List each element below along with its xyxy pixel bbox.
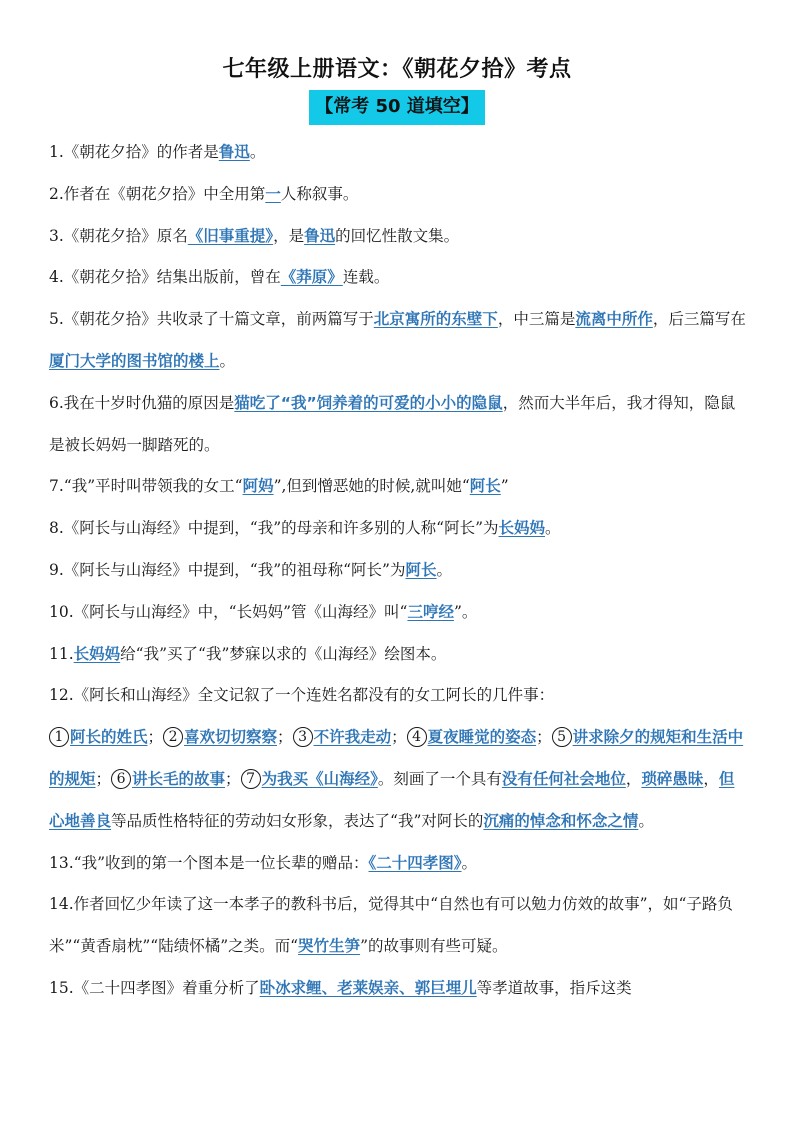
question-item (49, 884, 749, 968)
question-text: 。 (219, 351, 236, 370)
circled-number: 5 (552, 727, 572, 747)
question-text: ”的故事则有些可疑。 (360, 937, 508, 956)
answer-blank: 阿长 (469, 477, 501, 496)
answer-blank: 阿长 (405, 560, 437, 579)
answer-blank: 一 (265, 184, 281, 203)
answer-blank: 哭竹生笋 (298, 937, 361, 956)
question-text: 人称叙事。 (280, 184, 359, 203)
answer-blank: 三哼经 (407, 602, 454, 621)
question-text: 。 (249, 143, 266, 161)
question-text: 10.《阿长与山海经》中，“长妈妈”管《山海经》叫“ (49, 602, 408, 621)
question-item (49, 550, 749, 592)
question-item (49, 299, 749, 383)
question-text: 等孝道故事，指斥这类 (476, 978, 632, 997)
question-item (49, 592, 749, 634)
answer-blank: 琐碎愚昧 (641, 769, 704, 788)
question-text: 4.《朝花夕拾》结集出版前，曾在 (49, 268, 281, 287)
question-text: 9.《阿长与山海经》中提到，“我”的祖母称“阿长”为 (49, 560, 406, 579)
question-text: 7.“我”平时叫带领我的女工“ (49, 477, 243, 496)
question-text: ； (536, 728, 552, 747)
answer-blank: 卧冰求鲤、老莱娱亲、郭巨埋儿 (259, 978, 477, 997)
question-text: 12.《阿长和山海经》全文记叙了一个连姓名都没有的女工阿长的几件事： (49, 686, 555, 705)
question-text: ，然而大半年后，我才得知，隐鼠是被长妈妈一脚踏死的。 (49, 393, 736, 454)
question-text: ； (147, 728, 164, 747)
circled-number: 1 (49, 727, 69, 747)
question-item (49, 132, 749, 174)
question-text: ； (95, 769, 112, 788)
answer-blank: 鲁迅 (218, 143, 250, 161)
question-item (49, 634, 749, 676)
question-text: ； (225, 769, 241, 788)
answer-blank: 流离中所作 (575, 310, 653, 329)
question-text: 3.《朝花夕拾》原名 (49, 226, 188, 245)
question-item (49, 508, 749, 550)
question-text: 1.《朝花夕拾》的作者是 (49, 143, 219, 161)
answer-blank: 但心地善良 (49, 769, 735, 830)
question-item (49, 968, 749, 1010)
question-text: 等品质性格特征的劳动妇女形象，表达了“我”对阿长的 (111, 811, 484, 830)
question-text: ， (703, 769, 719, 788)
question-text: 11. (49, 644, 74, 663)
answer-blank: 不许我走动 (313, 728, 392, 747)
question-text: ” (500, 477, 509, 496)
question-text: 。 (461, 853, 478, 872)
question-text: 。 (436, 560, 453, 579)
question-text: ，中三篇是 (497, 310, 576, 329)
answer-blank: 《二十四孝图》 (368, 853, 462, 872)
question-item (49, 383, 749, 467)
question-text: ； (277, 728, 293, 747)
answer-blank: 阿妈 (242, 477, 274, 496)
answer-blank: 沉痛的悼念和怀念之情 (483, 811, 639, 830)
answer-blank: 北京寓所的东壁下 (373, 310, 498, 329)
question-item (49, 174, 749, 216)
circled-number: 7 (241, 769, 261, 789)
question-item (49, 843, 749, 885)
question-text: 5.《朝花夕拾》共收录了十篇文章，前两篇写于 (49, 310, 374, 329)
question-text: 连载。 (342, 268, 390, 287)
answer-blank: 讲求除夕的规矩和生活中的规矩 (49, 728, 744, 788)
circled-number: 4 (407, 727, 427, 747)
circled-number: 6 (111, 769, 131, 789)
question-text: 15.《二十四孝图》着重分析了 (49, 978, 260, 997)
answer-blank: 喜欢切切察察 (184, 728, 278, 747)
question-text: ”,但到憎恶她的时候,就叫她“ (273, 477, 470, 496)
answer-blank: 厦门大学的图书馆的楼上 (49, 351, 220, 370)
circled-number: 3 (293, 727, 313, 747)
question-list (49, 132, 749, 1010)
answer-blank: 长妈妈 (73, 644, 121, 663)
question-text: ； (391, 728, 407, 747)
question-text: ，后三篇写在 (652, 310, 746, 329)
answer-blank: 《莽原》 (280, 268, 343, 287)
question-text: 13.“我”收到的第一个图本是一位长辈的赠品： (49, 853, 369, 872)
subtitle-wrap (0, 90, 794, 125)
question-item (49, 675, 749, 842)
page-title: 七年级上册语文：《朝花夕拾》考点 (222, 57, 572, 82)
question-text: 。 (545, 519, 561, 538)
circled-number: 2 (163, 727, 183, 747)
answer-blank: 讲长毛的故事 (132, 769, 226, 788)
answer-blank: 为我买《山海经》 (261, 769, 378, 788)
question-text: 14.作者回忆少年读了这一本孝子的教科书后，觉得其中“自然也有可以勉力仿效的故事”，如“子路负米”“黄香扇枕”“陆绩怀橘”之类。而“ (49, 895, 733, 956)
subtitle-badge: 【常考 50 道填空】 (309, 90, 485, 125)
answer-blank: 阿长的姓氏 (70, 728, 148, 747)
question-item (49, 466, 749, 508)
question-text: 2.作者在《朝花夕拾》中全用第 (49, 184, 266, 203)
question-item (49, 216, 749, 258)
answer-blank: 鲁迅 (304, 226, 336, 245)
question-text: 6.我在十岁时仇猫的原因是 (49, 393, 235, 412)
question-text: 8.《阿长与山海经》中提到，“我”的母亲和许多别的人称“阿长”为 (49, 519, 499, 538)
question-item (49, 257, 749, 299)
question-text: ， (625, 769, 642, 788)
answer-blank: 猫吃了“我”饲养着的可爱的小小的隐鼠 (234, 393, 503, 412)
question-text: 。刻画了一个具有 (377, 769, 502, 788)
question-text: ，是 (273, 226, 305, 245)
question-text: ”。 (453, 602, 478, 621)
answer-blank: 《旧事重提》 (187, 226, 274, 245)
answer-blank: 长妈妈 (498, 519, 546, 538)
question-text: 。 (638, 811, 654, 830)
answer-blank: 没有任何社会地位 (501, 769, 626, 788)
answer-blank: 夏夜睡觉的姿态 (427, 728, 537, 747)
question-text: 的回忆性散文集。 (335, 226, 460, 245)
question-text: 给“我”买了“我”梦寐以求的《山海经》绘图本。 (120, 644, 447, 663)
